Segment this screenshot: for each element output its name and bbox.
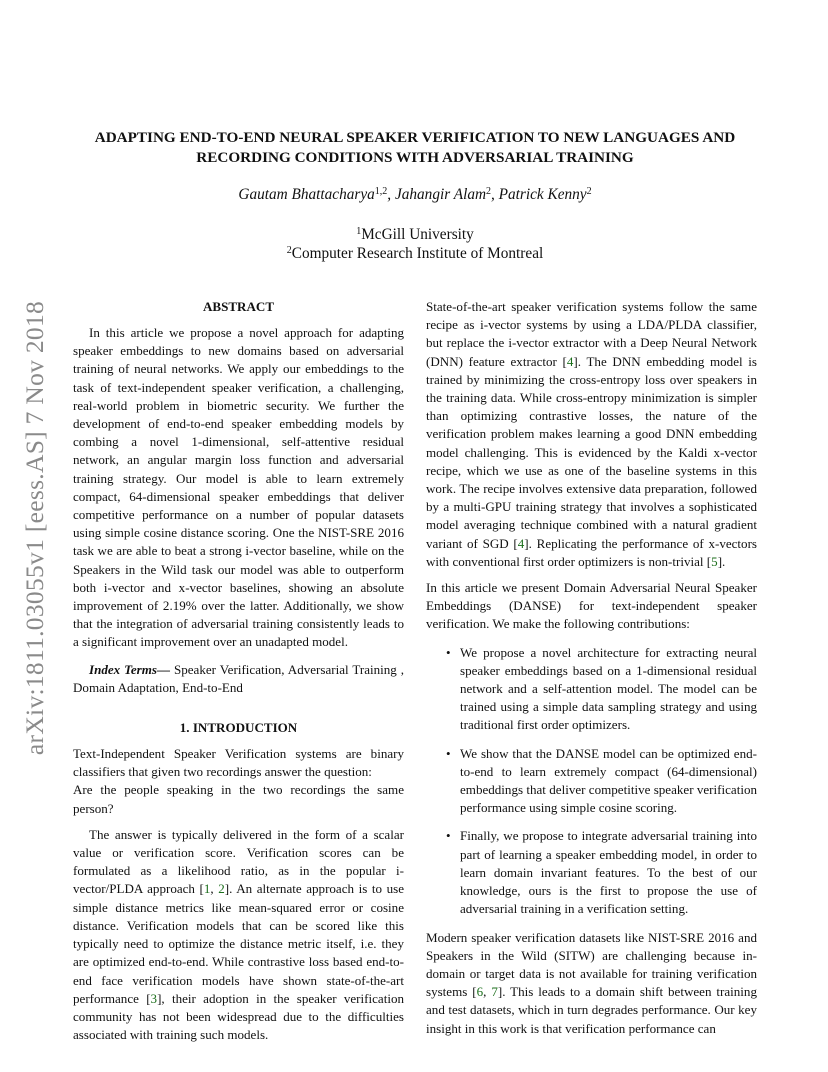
bullet-icon: • — [446, 644, 451, 660]
author-name: Patrick Kenny — [498, 186, 587, 203]
right-p1-text: ]. — [717, 553, 726, 569]
citation-link[interactable]: 3 — [150, 990, 158, 1006]
intro-p2-text: The answer is typically delivered in the form of a scalar value or verification score. Verification scores can be formulated as a likelihood ratio, as in the popular i-vector/PLDA approach [ — [73, 826, 404, 897]
right-paragraph-2: In this article we present Domain Adversarial Neural Speaker Embeddings (DANSE) for text-independent speaker verification. We make the following contributions: — [426, 580, 757, 632]
affiliation-name: Computer Research Institute of Montreal — [291, 245, 544, 262]
list-item-text: Finally, we propose to integrate adversarial training into part of learning a speaker embedding model, in order to learn domain invariant features. To the best of our knowledge, ours is the first to propose the use of adversarial training in a verification setting. — [460, 828, 757, 917]
author-affiliation-mark: 1,2 — [374, 186, 388, 197]
index-terms — [73, 661, 404, 697]
affiliation-1 — [100, 225, 730, 245]
abstract-text: In this article we propose a novel approach for adapting speaker embeddings to new domains based on adversarial training of neural networks. We apply our embeddings to the task of text-independent speaker verification, a challenging, real-world problem in biometric security. We further the development of end-to-end speaker embedding models by combing a novel 1-dimensional, self-attentive residual network, an angular margin loss function and adversarial training strategy. Our model is able to learn extremely compact, 64-dimensional speaker embeddings that deliver competitive performance on a number of popular datasets using simple cosine distance scoring. One the NIST-SRE 2016 task we are able to beat a strong i-vector baseline, while on the Speakers in the Wild task our model was able to outperform both i-vector and x-vector baselines, showing an absolute improvement of 2.19% over the latter. Additionally, we show that the integration of adversarial training consistently leads to a significant improvement over an unadapted model. — [73, 325, 404, 650]
right-paragraph-3 — [426, 929, 757, 1038]
list-item — [426, 827, 757, 918]
intro-p2-text: ]. An alternate approach is to use simple distance metrics like mean-squared error or cosine distance. Verification models that can be scored like this typically need to optimize the distance metric itself, i.e. they are optimized end-to-end. While contrastive loss based end-to-end face verification models have shown state-of-the-art performance [ — [73, 881, 404, 1006]
right-column — [426, 298, 757, 1038]
title-line-1: ADAPTING END-TO-END NEURAL SPEAKER VERIFICATION TO NEW LANGUAGES AND — [94, 129, 736, 146]
paper-title — [60, 128, 770, 168]
author-affiliation-mark: 2 — [486, 186, 492, 197]
right-p1-text: ]. Replicating the performance of x-vectors with conventional first order optimizers is non-trivial [ — [426, 535, 758, 569]
index-terms-dash: — — [156, 661, 174, 677]
citation-link[interactable]: 5 — [711, 553, 718, 569]
intro-paragraph-1 — [73, 745, 404, 818]
right-paragraph-1 — [426, 298, 757, 571]
index-terms-text: Speaker Verification, Adversarial Training , Domain Adaptation, End-to-End — [73, 661, 404, 695]
list-item-text: We show that the DANSE model can be optimized end-to-end to learn extremely compact (64-dimensional) embeddings that deliver competitive speaker verification performance using simple cosine scoring. — [460, 745, 757, 816]
citation-link[interactable]: 2 — [218, 881, 225, 897]
author-separator: , — [491, 186, 499, 203]
affiliation-2 — [100, 244, 730, 264]
affiliation-mark: 2 — [286, 245, 292, 256]
left-column — [73, 298, 404, 1044]
affiliation-mark: 1 — [356, 226, 362, 237]
author-list — [100, 185, 730, 205]
arxiv-identifier-text: arXiv:1811.03055v1 [eess.AS] 7 Nov 2018 — [20, 300, 50, 756]
contributions-list — [426, 644, 757, 919]
intro-heading: 1. INTRODUCTION — [179, 720, 298, 736]
citation-link[interactable]: 6 — [476, 984, 484, 1000]
intro-p2-text: ], their adoption in the speaker verification community has not been widespread due to the difficulties associated with training such models. — [73, 990, 404, 1043]
intro-paragraph-2 — [73, 826, 404, 1044]
intro-p1-text: Text-Independent Speaker Verification systems are binary classifiers that given two recordings answer the question: — [73, 746, 404, 780]
right-p1-text: ]. The DNN embedding model is trained by minimizing the cross-entropy loss over speakers in the training data. While cross-entropy minimization is simpler than optimizing contrastive losses, the nature of the verification problem makes learning a good DNN embedding model challenging. This is evidenced by the Kaldi x-vector recipe, which we use as one of the baseline systems in this work. The recipe involves extensive data preparation, followed by a multi-GPU training strategy that involves a sophisticated model averaging technique combined with a natural gradient variant of SGD [ — [426, 353, 757, 551]
title-line-2: RECORDING CONDITIONS WITH ADVERSARIAL TRAINING — [196, 149, 634, 166]
citation-link[interactable]: 1 — [203, 881, 211, 897]
bullet-icon: • — [446, 745, 451, 761]
citation-link[interactable]: 7 — [491, 984, 498, 1000]
intro-question: Are the people speaking in the two recordings the same person? — [73, 782, 404, 816]
author-separator: , — [387, 186, 395, 203]
right-p1-text: State-of-the-art speaker verification systems follow the same recipe as i-vector systems by using a LDA/PLDA classifier, but replace the i-vector extractor with a Deep Neural Network (DNN) feature extractor [ — [426, 299, 757, 369]
author-name: Jahangir Alam — [394, 186, 487, 203]
author-affiliation-mark: 2 — [586, 186, 592, 197]
citation-link[interactable]: 4 — [517, 535, 525, 551]
citation-link[interactable]: 4 — [566, 353, 574, 369]
arxiv-identifier — [22, 283, 48, 773]
index-terms-label: Index Terms — [89, 661, 157, 677]
author-name: Gautam Bhattacharya — [238, 186, 375, 203]
bullet-icon: • — [446, 828, 451, 844]
citation-separator: , — [483, 984, 492, 1000]
abstract-heading: ABSTRACT — [202, 299, 275, 314]
list-item — [426, 644, 757, 735]
right-p3-text: Modern speaker verification datasets like NIST-SRE 2016 and Speakers in the Wild (SITW) are challenging because in-domain or target data is not available for training verification systems [ — [426, 929, 757, 1000]
list-item — [426, 745, 757, 818]
right-p3-text: ]. This leads to a domain shift between training and test datasets, which in turn degrades performance. Our key insight in this work is that verification performance can — [426, 984, 757, 1036]
affiliation-name: McGill University — [361, 226, 474, 243]
list-item-text: We propose a novel architecture for extracting neural speaker embeddings based on a 1-dimensional residual network and a self-attention model. The model can be trained using a simple data sampling strategy and using traditional first order optimizers. — [460, 644, 757, 733]
citation-separator: , — [210, 881, 219, 897]
